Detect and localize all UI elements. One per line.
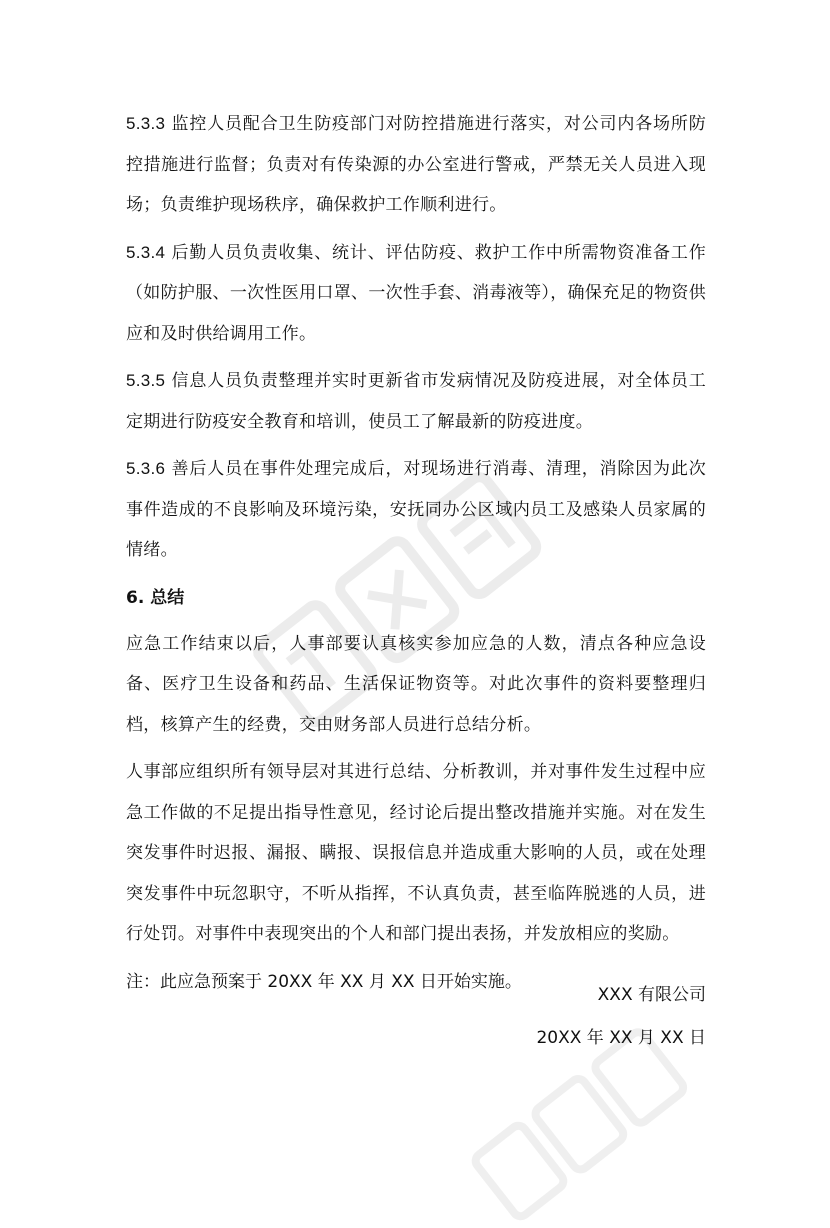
section-text: 后勤人员负责收集、统计、评估防疫、救护工作中所需物资准备工作（如防护服、一次性医用口罩、一次性手套、消毒液等），确保充足的物资供应和及时供给调用工作。 bbox=[126, 242, 706, 344]
section-5-3-5 bbox=[126, 361, 706, 442]
section-number: 5.3.5 bbox=[126, 371, 166, 390]
implementation-note: 注：此应急预案于 20XX 年 XX 月 XX 日开始实施。 bbox=[126, 971, 522, 992]
section-number: 5.3.6 bbox=[126, 459, 166, 478]
document-body bbox=[126, 104, 706, 1002]
section-5-3-6 bbox=[126, 449, 706, 571]
section-text: 监控人员配合卫生防疫部门对防控措施进行落实，对公司内各场所防控措施进行监督；负责对有传染源的办公室进行警戒，严禁无关人员进入现场；负责维护现场秩序，确保救护工作顺利进行。 bbox=[126, 114, 706, 215]
section-text: 善后人员在事件处理完成后，对现场进行消毒、清理，消除因为此次事件造成的不良影响及环境污染，安抚同办公区域内员工及感染人员家属的情绪。 bbox=[126, 459, 706, 560]
summary-paragraph-1: 应急工作结束以后，人事部要认真核实参加应急的人数，清点各种应急设备、医疗卫生设备和药品、生活保证物资等。对此次事件的资料要整理归档，核算产生的经费，交由财务部人员进行总结分析。 bbox=[126, 633, 706, 735]
section-5-3-4 bbox=[126, 233, 706, 355]
summary-heading: 6. 总结 bbox=[126, 587, 185, 608]
summary-paragraph-2: 人事部应组织所有领导层对其进行总结、分析教训，并对事件发生过程中应急工作做的不足提出指导性意见，经讨论后提出整改措施并实施。对在发生突发事件时迟报、漏报、瞒报、误报信息并造成重大影响的人员，或在处理突发事件中玩忽职守，不听从指挥，不认真负责，甚至临阵脱逃的人员，进行处罚。对事件中表现突出的个人和部门提出表扬，并发放相应的奖励。 bbox=[126, 762, 706, 944]
signature-company: XXX 有限公司 bbox=[597, 985, 706, 1005]
section-number: 5.3.3 bbox=[126, 114, 166, 133]
section-number: 5.3.4 bbox=[126, 242, 166, 262]
section-text: 信息人员负责整理并实时更新省市发病情况及防疫进展，对全体员工定期进行防疫安全教育和培训，使员工了解最新的防疫进度。 bbox=[126, 371, 706, 432]
signature-date: 20XX 年 XX 月 XX 日 bbox=[536, 1028, 706, 1048]
section-5-3-3 bbox=[126, 104, 706, 226]
